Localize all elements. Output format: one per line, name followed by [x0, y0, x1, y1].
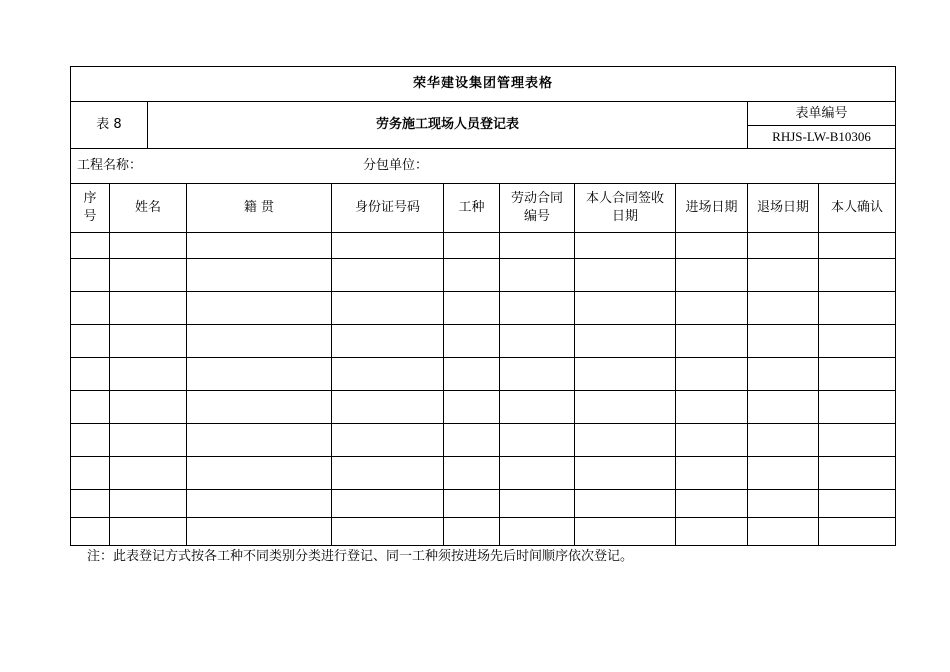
form-title: 劳务施工现场人员登记表: [148, 102, 748, 149]
table-row: [71, 490, 896, 518]
form-code-label: 表单编号: [748, 102, 896, 126]
table-row: [71, 424, 896, 457]
table-number: 表 8: [71, 102, 148, 149]
col-id-number: 身份证号码: [332, 184, 444, 233]
footnote: 注：此表登记方式按各工种不同类别分类进行登记、同一工种须按进场先后时间顺序依次登记。: [87, 549, 634, 564]
col-trade: 工种: [444, 184, 500, 233]
col-name: 姓名: [110, 184, 187, 233]
table-row: [71, 358, 896, 391]
project-name-label: 工程名称：: [77, 158, 143, 173]
table-row: [71, 457, 896, 490]
col-sign-date: 本人合同签收 日期: [575, 184, 676, 233]
form-code: RHJS-LW-B10306: [748, 126, 896, 149]
table-row: [71, 233, 896, 259]
col-exit-date: 退场日期: [748, 184, 819, 233]
org-title: 荣华建设集团管理表格: [71, 67, 896, 102]
table-row: [71, 325, 896, 358]
project-info-row: [71, 149, 896, 184]
col-confirm: 本人确认: [819, 184, 896, 233]
col-seq: 序 号: [71, 184, 110, 233]
table-row: [71, 292, 896, 325]
table-row: [71, 259, 896, 292]
registration-form-table: [70, 66, 896, 546]
subcontractor-label: 分包单位：: [363, 158, 429, 173]
col-entry-date: 进场日期: [676, 184, 748, 233]
table-row: [71, 518, 896, 546]
col-origin: 籍 贯: [187, 184, 332, 233]
header-row: [71, 184, 896, 233]
col-contract-number: 劳动合同 编号: [500, 184, 575, 233]
table-row: [71, 391, 896, 424]
